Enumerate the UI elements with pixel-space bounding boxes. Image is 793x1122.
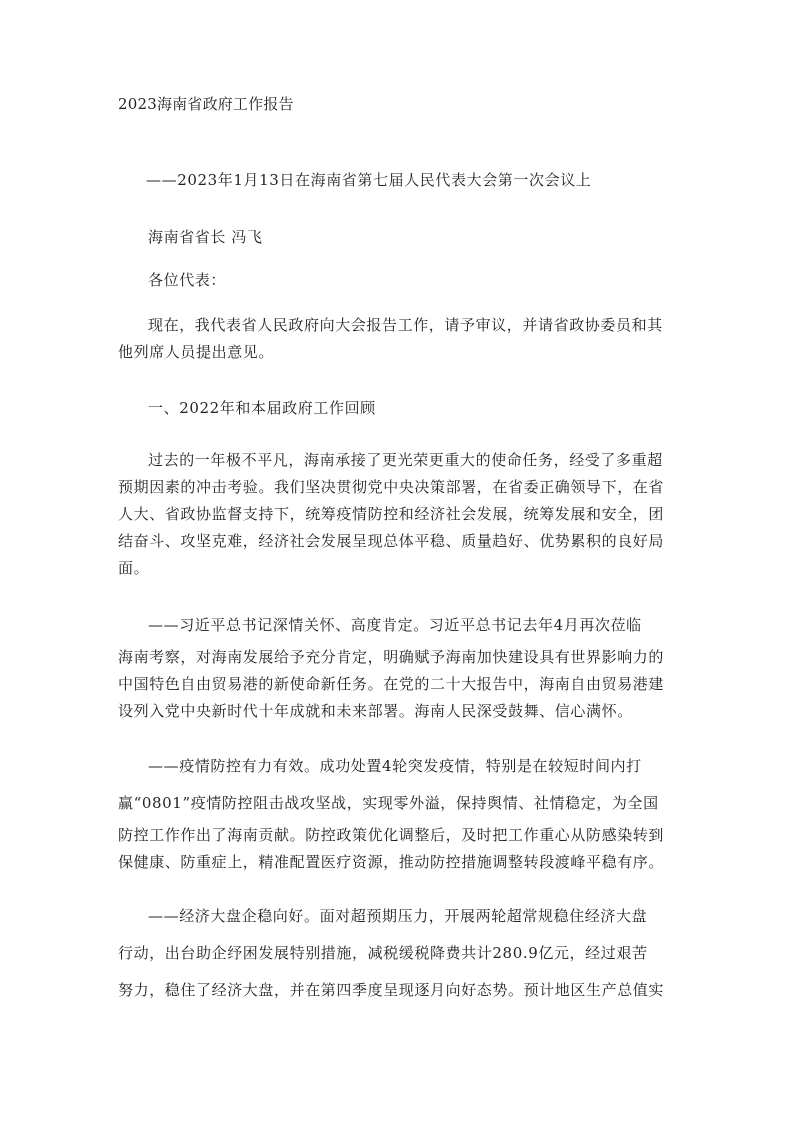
paragraph-line: 行动，出台助企纾困发展特别措施，减税缓税降费共计280.9亿元，经过艰苦 [118,944,648,962]
body-paragraph [118,447,680,582]
document-subtitle: ——2023年1月13日在海南省第七届人民代表大会第一次会议上 [146,171,592,189]
paragraph-line: ——经济大盘企稳向好。面对超预期压力，开展两轮超常规稳住经济大盘 [148,907,648,925]
paragraph-line: 过去的一年极不平凡，海南承接了更光荣更重大的使命任务，经受了多重超 [148,451,663,469]
paragraph-line: 结奋斗、攻坚克难，经济社会发展呈现总体平稳、质量趋好、优势累积的良好局 [118,532,665,550]
paragraph-line: 现在，我代表省人民政府向大会报告工作，请予审议，并请省政协委员和其 [148,316,663,334]
body-paragraph [118,898,680,1009]
paragraph-line: 海南考察，对海南发展给予充分肯定，明确赋予海南加快建设具有世界影响力的 [118,648,665,666]
paragraph-line: 面。 [118,559,150,577]
document-title: 2023海南省政府工作报告 [118,95,294,113]
body-paragraph [118,607,680,725]
paragraph-line: 努力，稳住了经济大盘，并在第四季度呈现逐月向好态势。预计地区生产总值实 [118,981,665,999]
paragraph-line: ——疫情防控有力有效。成功处置4轮突发疫情，特别是在较短时间内打 [148,757,642,775]
paragraph-line: 人大、省政协监督支持下，统筹疫情防控和经济社会发展，统筹发展和安全，团 [118,505,665,523]
paragraph-line: 他列席人员提出意见。 [118,343,275,361]
intro-paragraph [118,312,680,366]
paragraph-line: 赢“0801”疫情防控阻击战攻坚战，实现零外溢，保持舆情、社情稳定，为全国 [118,794,659,812]
paragraph-line: 防控工作作出了海南贡献。防控政策优化调整后，及时把工作重心从防感染转到 [118,826,665,844]
body-paragraph [118,748,680,876]
paragraph-line: ——习近平总书记深情关怀、高度肯定。习近平总书记去年4月再次莅临 [148,616,642,634]
paragraph-line: 中国特色自由贸易港的新使命新任务。在党的二十大报告中，海南自由贸易港建 [118,675,665,693]
paragraph-line: 预期因素的冲击考验。我们坚决贯彻党中央决策部署，在省委正确领导下，在省 [118,478,665,496]
paragraph-line: 保健康、防重症上，精准配置医疗资源，推动防控措施调整转段渡峰平稳有序。 [118,853,665,871]
section-heading: 一、2022年和本届政府工作回顾 [148,399,376,417]
speaker-line: 海南省省长 冯飞 [148,228,263,246]
paragraph-line: 设列入党中央新时代十年成就和未来部署。海南人民深受鼓舞、信心满怀。 [118,702,633,720]
salutation: 各位代表： [148,271,227,289]
